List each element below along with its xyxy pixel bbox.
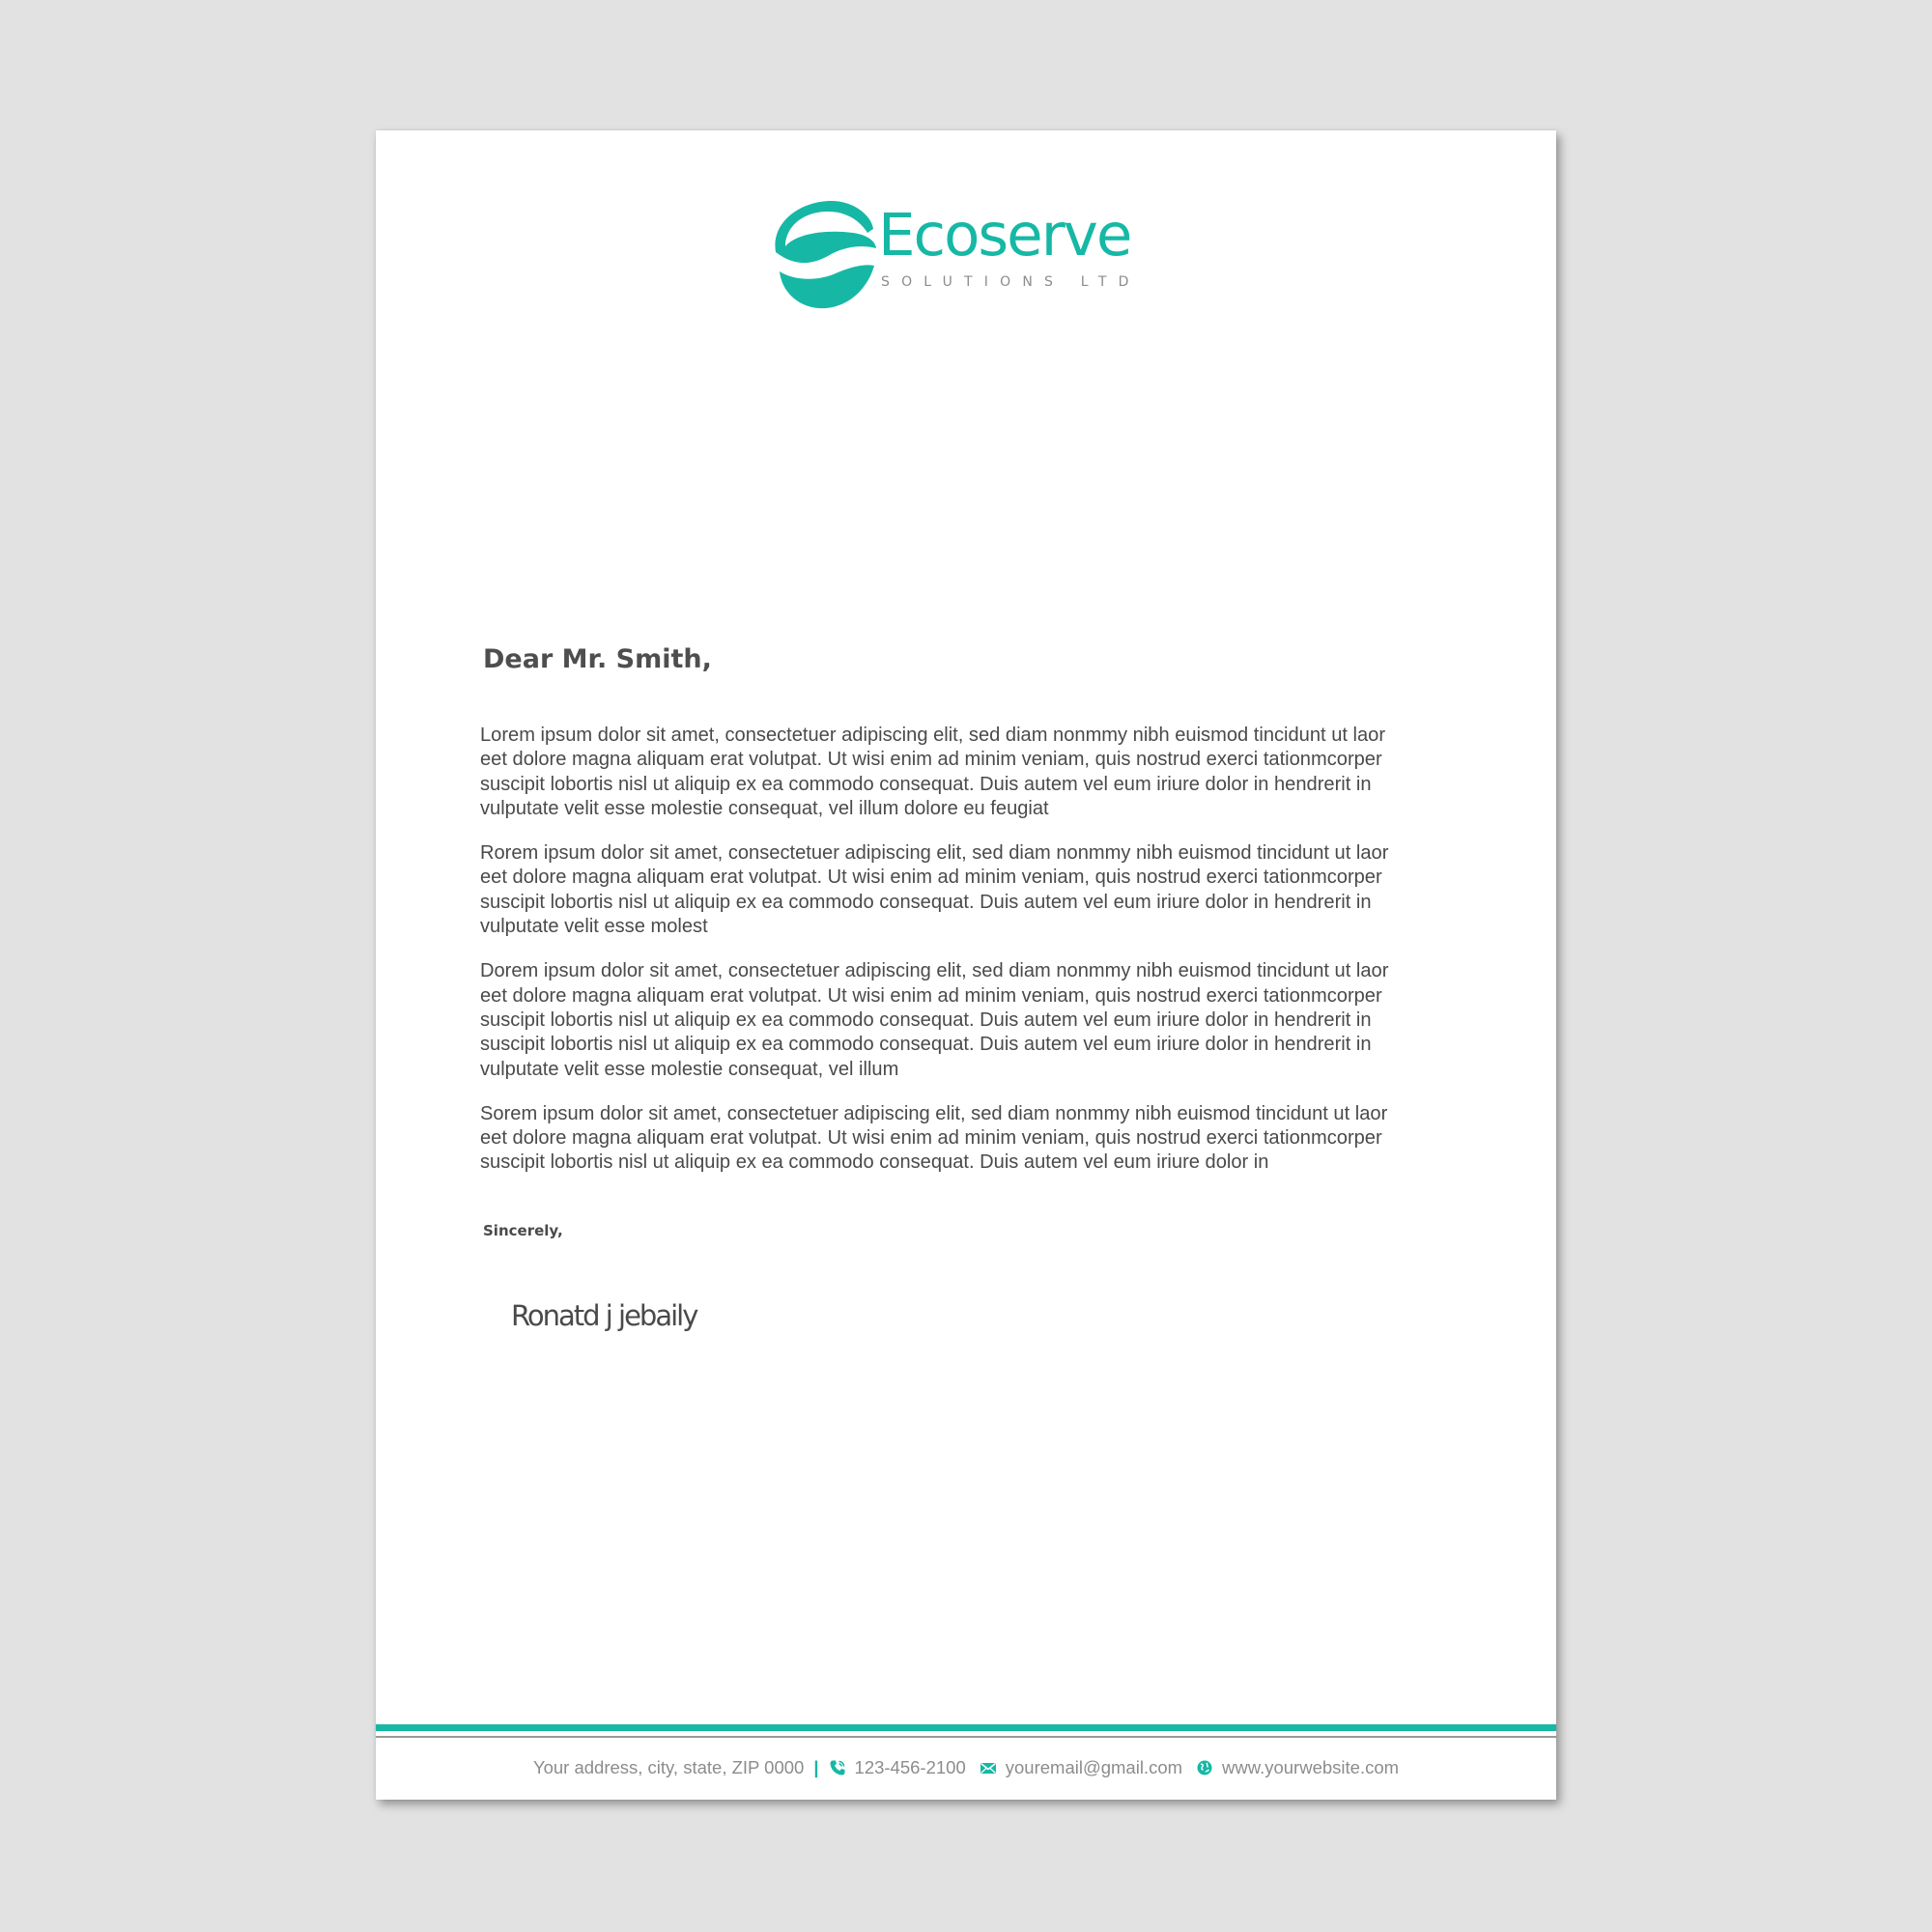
company-tagline: SOLUTIONS LTD	[881, 274, 1141, 290]
company-name: Ecoserve	[878, 201, 1131, 270]
contact-footer	[376, 1751, 1556, 1784]
body-paragraph: Lorem ipsum dolor sit amet, consectetuer adipiscing elit, sed diam nonmmy nibh euismod tincidunt ut laor eet dolore magna aliquam erat volutpat. Ut wisi enim ad minim veniam, quis nostrud exerci tationmcorper suscipit lobortis nisl ut aliquip ex ea commodo consequat. Duis autem vel eum iriure dolor in hendrerit in vulputate velit esse molestie consequat, vel illum dolore eu feugiat	[480, 724, 1386, 819]
company-logo	[766, 196, 1172, 314]
footer-email: youremail@gmail.com	[1005, 1757, 1183, 1777]
letter-closing: Sincerely,	[483, 1222, 563, 1239]
ecoserve-emblem-icon	[766, 196, 878, 314]
footer-separator: |	[813, 1757, 819, 1777]
footer-address: Your address, city, state, ZIP 0000	[532, 1757, 805, 1777]
body-paragraph: Sorem ipsum dolor sit amet, consectetuer adipiscing elit, sed diam nonmmy nibh euismod tincidunt ut laor eet dolore magna aliquam erat volutpat. Ut wisi enim ad minim veniam, quis nostrud exerci tationmcorper suscipit lobortis nisl ut aliquip ex ea commodo consequat. Duis autem vel eum iriure dolor in	[480, 1102, 1388, 1174]
footer-website: www.yourwebsite.com	[1222, 1757, 1400, 1777]
phone-icon	[829, 1759, 846, 1776]
footer-accent-rule	[376, 1724, 1556, 1731]
globe-icon	[1196, 1759, 1213, 1776]
letterhead-page	[376, 130, 1556, 1800]
body-paragraph: Rorem ipsum dolor sit amet, consectetuer adipiscing elit, sed diam nonmmy nibh euismod tincidunt ut laor eet dolore magna aliquam erat volutpat. Ut wisi enim ad minim veniam, quis nostrud exerci tationmcorper suscipit lobortis nisl ut aliquip ex ea commodo consequat. Duis autem vel eum iriure dolor in hendrerit in vulputate velit esse molest	[480, 842, 1389, 938]
letter-body	[480, 724, 1451, 1196]
footer-divider-rule	[376, 1736, 1556, 1738]
letter-greeting: Dear Mr. Smith,	[483, 644, 712, 674]
envelope-icon	[980, 1759, 997, 1776]
body-paragraph: Dorem ipsum dolor sit amet, consectetuer adipiscing elit, sed diam nonmmy nibh euismod tincidunt ut laor eet dolore magna aliquam erat volutpat. Ut wisi enim ad minim veniam, quis nostrud exerci tationmcorper suscipit lobortis nisl ut aliquip ex ea commodo consequat. Duis autem vel eum iriure dolor in hendrerit in suscipit lobortis nisl ut aliquip ex ea commodo consequat. Duis autem vel eum iriure dolor in hendrerit in vulputate velit esse molestie consequat, vel illum	[480, 960, 1389, 1080]
footer-phone: 123-456-2100	[854, 1757, 966, 1777]
letter-signature: Ronatd j jebaily	[511, 1299, 697, 1332]
